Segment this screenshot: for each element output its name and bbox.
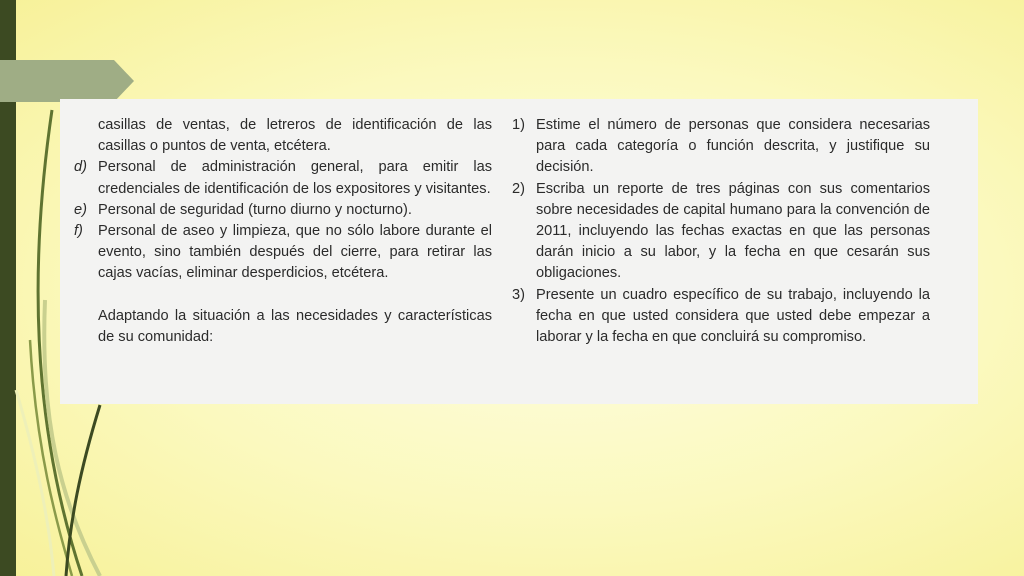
- item-marker: 2): [512, 180, 525, 197]
- list-item: [74, 221, 492, 285]
- intro-continuation: casillas de ventas, de letreros de identificación de las casillas o puntos de venta, etcétera.: [98, 117, 492, 155]
- item-text: Escriba un reporte de tres páginas con sus comentarios sobre necesidades de capital humano para la convención de 2011, incluyendo las fechas exactas en que las personas darán inicio a su labor, y la fecha en que cesarán sus obligaciones.: [536, 180, 930, 282]
- item-marker: f): [74, 223, 83, 240]
- right-column: [512, 115, 930, 348]
- closing-paragraph: Adaptando la situación a las necesidades y características de su comunidad:: [98, 307, 492, 345]
- title-tab-arrow: [0, 60, 134, 102]
- item-marker: 3): [512, 286, 525, 303]
- list-item: [74, 200, 492, 221]
- list-item: [512, 285, 930, 349]
- item-text: Personal de seguridad (turno diurno y nocturno).: [98, 201, 412, 218]
- item-text: Presente un cuadro específico de su trabajo, incluyendo la fecha en que usted considera que usted debe empezar a laborar y la fecha en que concluirá su compromiso.: [536, 286, 930, 346]
- item-text: Personal de administración general, para emitir las credenciales de identificación de los expositores y visitantes.: [98, 159, 492, 197]
- list-item: [512, 179, 930, 285]
- list-item: [74, 157, 492, 199]
- item-marker: 1): [512, 117, 525, 133]
- list-item: [512, 115, 930, 179]
- document-excerpt: [60, 99, 978, 404]
- left-column: [74, 115, 492, 348]
- item-marker: d): [74, 159, 87, 176]
- item-marker: e): [74, 201, 87, 218]
- item-text: Personal de aseo y limpieza, que no sólo labore durante el evento, sino también después del cierre, para retirar las cajas vacías, eliminar desperdicios, etcétera.: [98, 223, 492, 282]
- item-text: Estime el número de personas que considera necesarias para cada categoría o función descrita, y justifique su decisión.: [536, 117, 930, 176]
